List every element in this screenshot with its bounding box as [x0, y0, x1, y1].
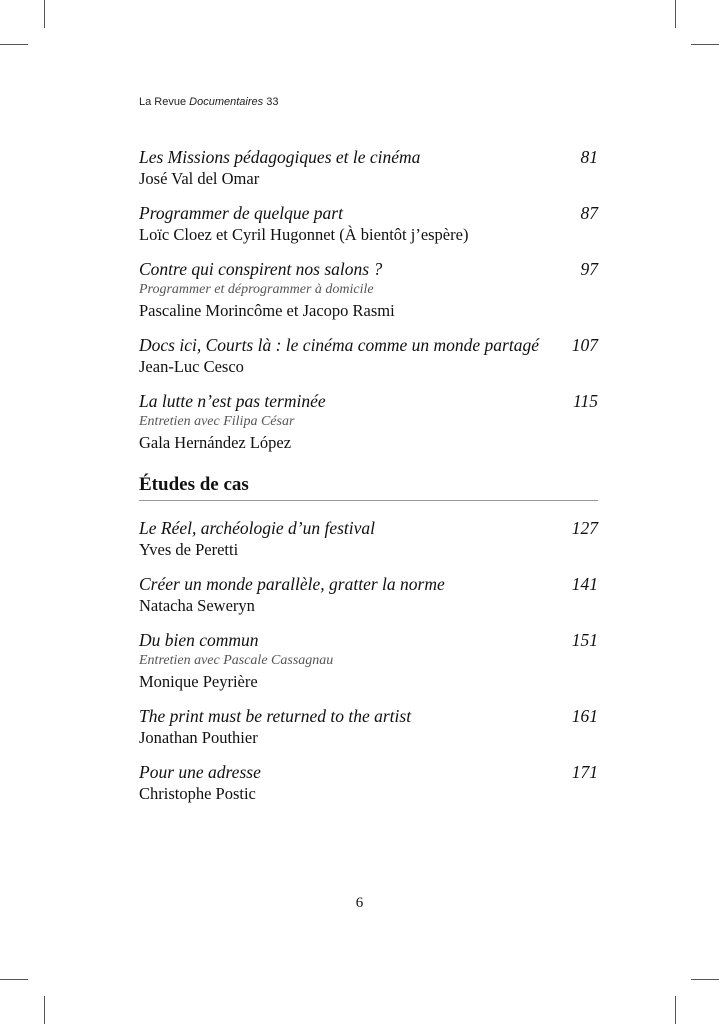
entry-page-number: 115	[573, 391, 598, 411]
toc-entry-row	[139, 705, 598, 727]
page-number: 6	[355, 895, 364, 911]
toc-entry-row	[139, 517, 598, 539]
crop-mark	[0, 979, 28, 980]
entry-author: Yves de Peretti	[139, 540, 239, 559]
entry-title: Contre qui conspirent nos salons ?	[139, 259, 383, 279]
toc-entry	[139, 629, 598, 693]
entry-title: Programmer de quelque part	[139, 203, 343, 223]
entry-title: Créer un monde parallèle, gratter la norme	[139, 574, 445, 594]
entry-title: Pour une adresse	[139, 762, 261, 782]
entry-page-number: 127	[571, 518, 598, 538]
entry-author: José Val del Omar	[139, 169, 260, 188]
entry-title: Les Missions pédagogiques et le cinéma	[139, 147, 421, 167]
toc-entry-row	[139, 202, 598, 224]
table-of-contents	[139, 146, 598, 817]
entry-page-number: 87	[580, 203, 598, 223]
running-head-prefix: La Revue	[139, 96, 190, 108]
toc-entry	[139, 761, 598, 805]
entry-page-number: 107	[571, 335, 598, 355]
entry-author: Natacha Seweryn	[139, 596, 255, 615]
crop-mark	[44, 0, 45, 28]
entry-author: Loïc Cloez et Cyril Hugonnet (À bientôt j’espère)	[139, 225, 469, 244]
toc-entry	[139, 517, 598, 561]
toc-entry	[139, 334, 598, 378]
entry-title: Du bien commun	[139, 630, 259, 650]
entry-author: Monique Peyrière	[139, 672, 258, 691]
toc-part-2	[139, 517, 598, 805]
crop-mark	[691, 979, 719, 980]
crop-mark	[675, 0, 676, 28]
running-head	[139, 96, 278, 108]
toc-entry-row	[139, 573, 598, 595]
entry-author: Gala Hernández López	[139, 433, 292, 452]
toc-entry	[139, 146, 598, 190]
entry-author: Christophe Postic	[139, 784, 256, 803]
toc-entry	[139, 705, 598, 749]
toc-entry	[139, 258, 598, 322]
toc-entry-row	[139, 390, 598, 412]
entry-subtitle: Entretien avec Filipa César	[139, 414, 295, 429]
running-head-journal: Documentaires	[189, 96, 264, 108]
entry-page-number: 151	[571, 630, 598, 650]
entry-title: Le Réel, archéologie d’un festival	[139, 518, 376, 538]
entry-page-number: 161	[571, 706, 598, 726]
toc-entry	[139, 573, 598, 617]
entry-author: Pascaline Morincôme et Jacopo Rasmi	[139, 301, 395, 320]
entry-author: Jean-Luc Cesco	[139, 357, 244, 376]
entry-title: Docs ici, Courts là : le cinéma comme un monde partagé	[139, 335, 539, 355]
toc-part-1	[139, 146, 598, 454]
toc-entry-row	[139, 334, 598, 356]
entry-subtitle: Programmer et déprogrammer à domicile	[139, 282, 374, 297]
crop-mark	[44, 996, 45, 1024]
toc-entry-row	[139, 761, 598, 783]
entry-page-number: 81	[580, 147, 598, 167]
entry-page-number: 97	[580, 259, 598, 279]
entry-title: La lutte n’est pas terminée	[139, 391, 326, 411]
entry-page-number: 141	[571, 574, 598, 594]
toc-entry	[139, 390, 598, 454]
crop-mark	[675, 996, 676, 1024]
crop-mark	[691, 44, 719, 45]
running-head-issue: 33	[263, 96, 279, 108]
entry-page-number: 171	[571, 762, 598, 782]
entry-title: The print must be returned to the artist	[139, 706, 412, 726]
entry-author: Jonathan Pouthier	[139, 728, 258, 747]
section-heading: Études de cas	[139, 472, 598, 501]
toc-entry	[139, 202, 598, 246]
entry-subtitle: Entretien avec Pascale Cassagnau	[139, 653, 334, 668]
toc-entry-row	[139, 258, 598, 280]
toc-entry-row	[139, 629, 598, 651]
toc-entry-row	[139, 146, 598, 168]
crop-mark	[0, 44, 28, 45]
